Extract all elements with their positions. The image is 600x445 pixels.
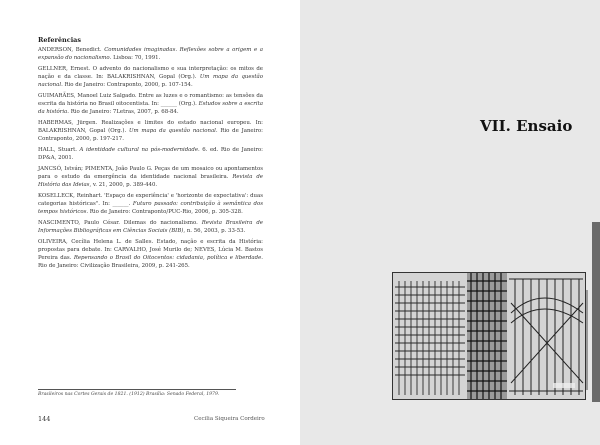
page-number: 144 <box>38 415 51 423</box>
references-list <box>38 46 263 273</box>
gate-photo-illustration <box>393 273 585 399</box>
section-title: VII. Ensaio <box>480 117 573 135</box>
running-footer-author: Cecilia Siqueira Cordeiro <box>194 416 265 422</box>
reference-item: GUIMARÃES, Manoel Luiz Salgado. Entre as luzes e o romantismo: as tensões da escrita da história no Brasil oitocentista. In: ______ (Org.). Estudos sobre a escrita da história. Rio de Janeiro: 7Letras, 2007, p. 68-84. <box>38 93 263 115</box>
reference-item: ANDERSON, Benedict. Comunidades imaginadas. Reflexões sobre a origem e a expansão do nacionalismo. Lisboa: 70, 1991. <box>38 47 263 61</box>
reference-item: OLIVEIRA, Cecília Helena L. de Salles. Estado, nação e escrita da História: propostas para debate. In: CARVALHO, José Murilo de; NEVES, Lúcia M. Bastos Pereira das. Repensando o Brasil do Oitocentos: cidadania, política e liberdade. Rio de Janeiro: Civilização Brasileira, 2009, p. 241-265. <box>38 239 264 269</box>
reference-item: KOSELLECK, Reinhart. 'Espaço de experiência' e 'horizonte de expectativa': duas categorias históricas". In: ______. Futuro passado: contribuição à semântica dos tempos históricos. Rio de Janeiro: Contraponto/PUC-Rio, 2006, p. 305-328. <box>38 193 264 215</box>
edge-strip <box>592 222 600 402</box>
reference-item: HABERMAS, Jürgen. Realizações e limites do estado nacional europeu. In: BALAKRISHNAN, Gopal (Org.). Um mapa da questão nacional. Rio de Janeiro: Contraponto, 2000, p. 197-217. <box>38 120 263 142</box>
reference-item: HALL, Stuart. A identidade cultural na pós-modernidade. 6. ed. Rio de Janeiro: DP&A, 2001. <box>38 147 263 161</box>
footnote: Brasileiros nas Cortes Gerais de 1821. (1912) Brasília: Senado Federal, 1979. <box>38 392 220 397</box>
references-heading: Referências <box>38 36 82 44</box>
reference-item: NASCIMENTO, Paulo César. Dilemas do nacionalismo. Revista Brasileira de Informações Bibliográficas em Ciências Sociais (BIB), n. 56, 2003, p. 33-53. <box>38 220 263 234</box>
reference-item: GELLNER, Ernest. O advento do nacionalismo e sua interpretação: os mitos de nação e da classe. In: BALAKRISHNAN, Gopal (Org.). Um mapa da questão nacional. Rio de Janeiro: Contraponto, 2000, p. 107-154. <box>38 66 263 88</box>
photo-gate <box>392 272 586 400</box>
footnote-rule <box>38 389 236 390</box>
reference-item: JANCSÓ, István; PIMENTA, João Paulo G. Peças de um mosaico ou apontamentos para o estudo da emergência da identidade nacional brasileira. Revista de História das Ideias, v. 21, 2000, p. 389-440. <box>38 166 263 188</box>
